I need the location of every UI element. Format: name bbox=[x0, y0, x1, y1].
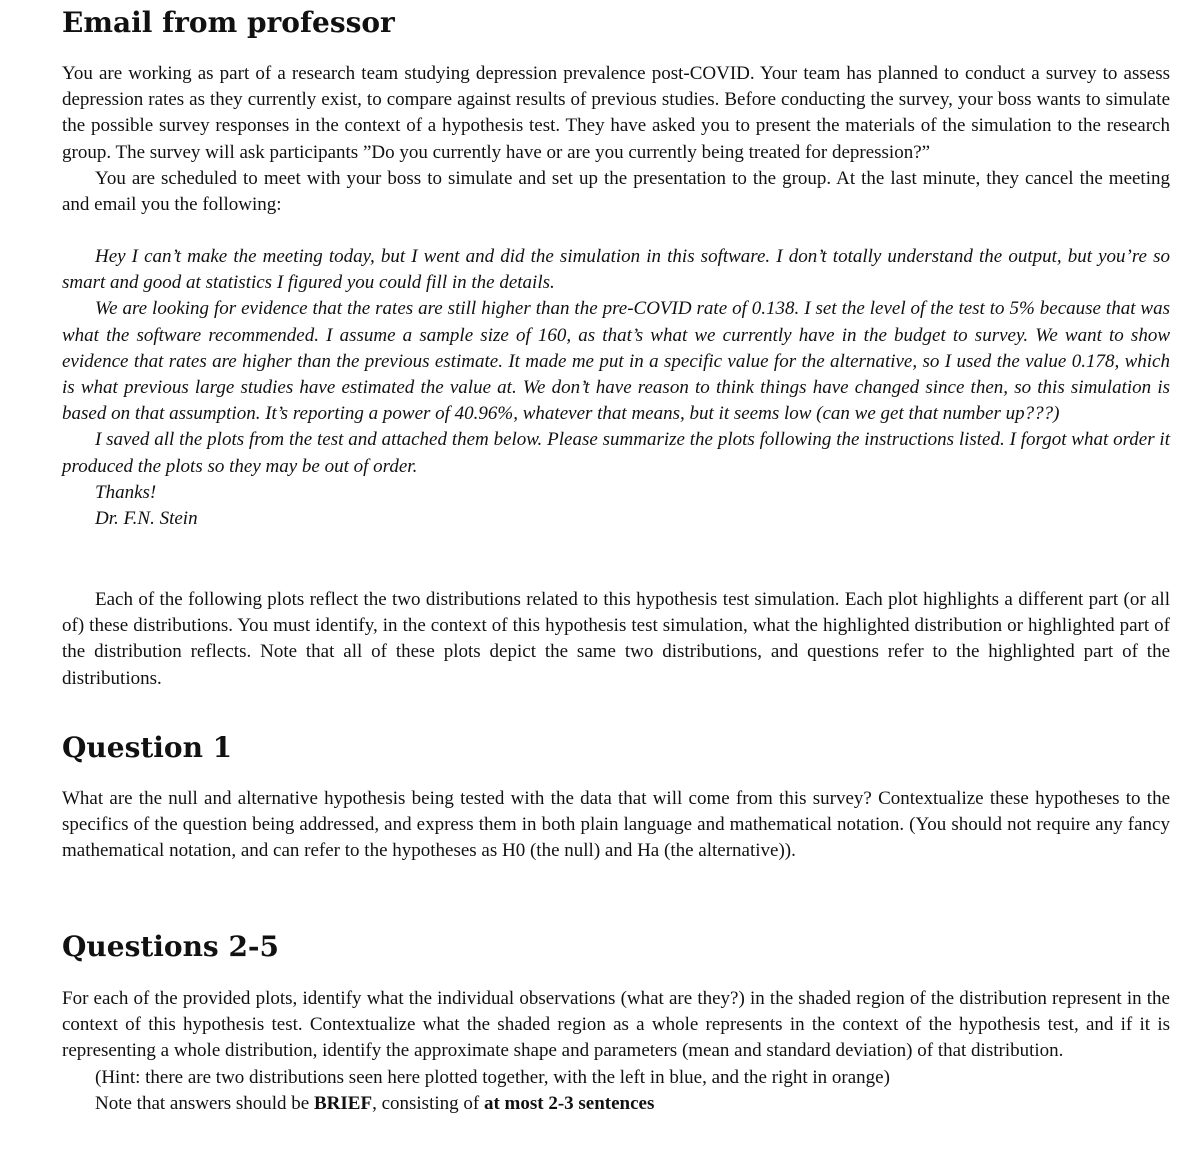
email-body bbox=[62, 244, 1170, 532]
intro-paragraph-2: You are scheduled to meet with your boss to simulate and set up the presentation to the group. At the last minute, they cancel the meeting and email you the following: bbox=[62, 167, 1170, 216]
note-middle: , consisting of bbox=[372, 1092, 484, 1114]
questions-2-5-heading: Questions 2-5 bbox=[62, 930, 280, 963]
instructions-paragraph: Each of the following plots reflect the two distributions related to this hypothesis test simulation. Each plot highlights a different part (or all of) these distributions. You must identify, in the context of this hypothesis test simulation, what the highlighted distribution or highlighted part of the distribution reflects. Note that all of these plots depict the same two distributions, and questions refer to the highlighted part of the distributions. bbox=[62, 589, 1170, 689]
note-emphasis-brief: BRIEF bbox=[313, 1092, 373, 1114]
question-1-body: What are the null and alternative hypothesis being tested with the data that will come from this survey? Contextualize these hypotheses to the specifics of the question being addressed, and express them in both plain language and mathematical notation. (You should not require any fancy mathematical notation, and can refer to the hypotheses as H0 (the null) and Ha (the alternative)). bbox=[62, 788, 1170, 862]
page-title: Email from professor bbox=[62, 6, 395, 39]
question-1-heading: Question 1 bbox=[62, 731, 233, 764]
brevity-note bbox=[62, 1091, 1170, 1117]
questions-2-5-body: For each of the provided plots, identify what the individual observations (what are they?) in the shaded region of the distribution represent in the context of this hypothesis test. Contextualize what the shaded region as a whole represents in the context of the hypothesis test, and if it is representing a whole distribution, identify the approximate shape and parameters (mean and standard deviation) of that distribution. bbox=[62, 988, 1170, 1062]
note-emphasis-length: at most 2-3 sentences bbox=[483, 1092, 655, 1114]
email-paragraph-1: Hey I can’t make the meeting today, but I went and did the simulation in this software. I don’t totally understand the output, but you’re so smart and good at statistics I figured you could fill in the details. bbox=[62, 246, 1170, 294]
intro-paragraph-1: You are working as part of a research team studying depression prevalence post-COVID. Your team has planned to conduct a survey to assess depression rates as they currently exist, to compare against results of previous studies. Before conducting the survey, your boss wants to simulate the possible survey responses in the context of a hypothesis test. They have asked you to present the materials of the simulation to the research group. The survey will ask participants ”Do you currently have or are you currently being treated for depression?” bbox=[62, 63, 1170, 163]
note-prefix: Note that answers should be bbox=[95, 1092, 314, 1114]
email-paragraph-2: We are looking for evidence that the rates are still higher than the pre-COVID rate of 0.138. I set the level of the test to 5% because that was what the software recommended. I assume a sample size of 160, as that’s what we currently have in the budget to survey. We want to show evidence that rates are higher than the previous estimate. It made me put in a specific value for the alternative, so I used the value 0.178, which is what previous large studies have estimated the value at. We don’t have reason to think things have changed since then, so this simulation is based on that assumption. It’s reporting a power of 40.96%, whatever that means, but it seems low (can we get that number up???) bbox=[62, 298, 1170, 425]
email-paragraph-3: I saved all the plots from the test and attached them below. Please summarize the plots following the instructions listed. I forgot what order it produced the plots so they may be out of order. bbox=[62, 429, 1170, 477]
questions-2-5-section bbox=[62, 986, 1170, 1117]
intro-section bbox=[62, 61, 1170, 218]
hint-text: (Hint: there are two distributions seen here plotted together, with the left in blue, and the right in orange) bbox=[95, 1066, 890, 1088]
email-signature: Dr. F.N. Stein bbox=[95, 508, 198, 530]
question-1-section bbox=[62, 786, 1170, 865]
instructions-section bbox=[62, 587, 1170, 692]
email-closing: Thanks! bbox=[95, 481, 157, 503]
